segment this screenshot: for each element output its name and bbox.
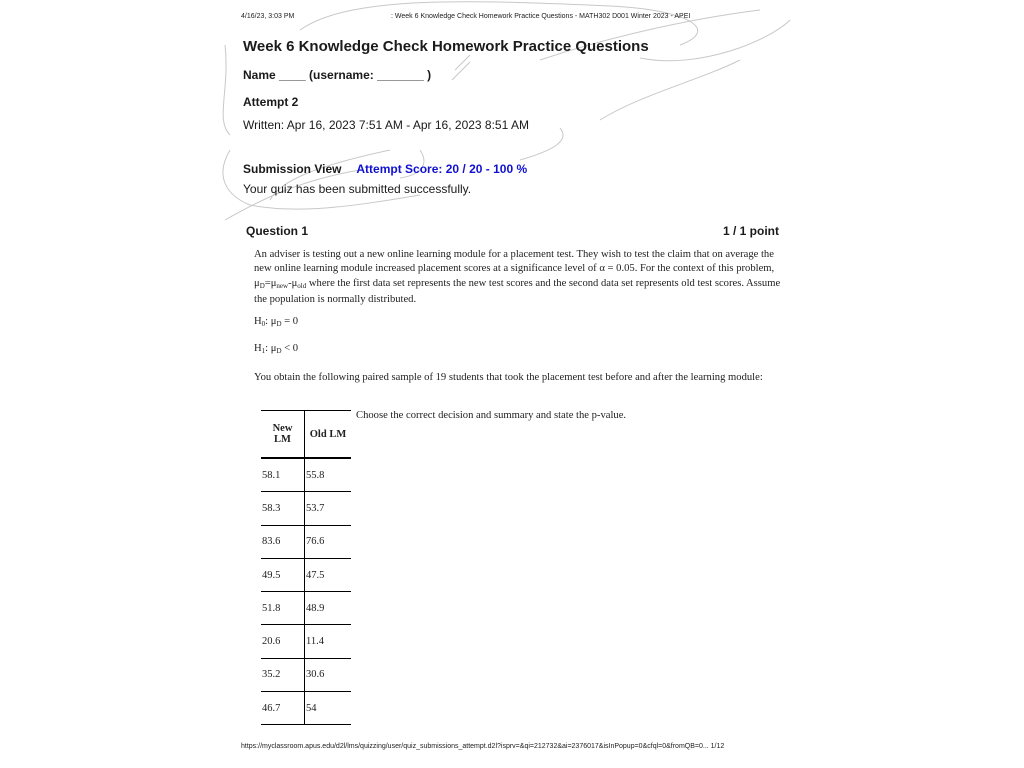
- old-lm-cell: 11.4: [305, 625, 352, 658]
- old-lm-cell: 48.9: [305, 592, 352, 625]
- print-doc-title: : Week 6 Knowledge Check Homework Practice Questions - MATH302 D001 Winter 2023 - APEI: [391, 13, 691, 20]
- new-lm-cell: 83.6: [261, 525, 305, 558]
- old-lm-cell: 55.8: [305, 458, 352, 492]
- table-header-row: [261, 411, 351, 459]
- print-timestamp: 4/16/23, 3:03 PM: [241, 13, 295, 20]
- new-lm-cell: 51.8: [261, 592, 305, 625]
- page-title: Week 6 Knowledge Check Homework Practice Questions: [243, 38, 649, 55]
- old-lm-cell: 76.6: [305, 525, 352, 558]
- paired-sample-table: [261, 410, 351, 725]
- table-row: [261, 492, 351, 525]
- table-row: [261, 525, 351, 558]
- print-footer-url: https://myclassroom.apus.edu/d2l/lms/quizzing/user/quiz_submissions_attempt.d2l?isprv=&qi=212732&ai=2376017&isInPopup=0&cfql=0&fromQB=0... 1/12: [241, 743, 725, 750]
- table-row: [261, 692, 351, 725]
- alt-hypothesis: $H_1$: $\mu_D < 0$: [254, 343, 299, 355]
- question-instruction: Choose the correct decision and summary and state the p-value.: [356, 410, 627, 421]
- name-line: Name ____ (username: _______ ): [243, 68, 432, 82]
- new-lm-cell: 20.6: [261, 625, 305, 658]
- attempt-score: Attempt Score: 20 / 20 - 100 %: [356, 162, 528, 176]
- submission-view-label: Submission View: [243, 162, 342, 176]
- question-label: Question 1: [246, 224, 309, 238]
- submitted-message: Your quiz has been submitted successfully.: [243, 182, 472, 196]
- old-lm-cell: 47.5: [305, 558, 352, 591]
- new-lm-cell: 46.7: [261, 692, 305, 725]
- submission-row: [243, 160, 527, 178]
- table-row: [261, 558, 351, 591]
- new-lm-cell: 58.3: [261, 492, 305, 525]
- table-row: [261, 625, 351, 658]
- null-hypothesis: $H_0$: $\mu_D = 0$: [254, 316, 299, 328]
- table-row: [261, 592, 351, 625]
- table-row: [261, 458, 351, 492]
- new-lm-cell: 35.2: [261, 658, 305, 691]
- attempt-label: Attempt 2: [243, 95, 299, 109]
- table-row: [261, 658, 351, 691]
- new-lm-cell: 49.5: [261, 558, 305, 591]
- old-lm-cell: 54: [305, 692, 352, 725]
- column-header-new-lm: New LM: [261, 411, 305, 459]
- old-lm-cell: 53.7: [305, 492, 352, 525]
- column-header-old-lm: Old LM: [305, 411, 352, 459]
- old-lm-cell: 30.6: [305, 658, 352, 691]
- new-lm-cell: 58.1: [261, 458, 305, 492]
- question-intro: An adviser is testing out a new online learning module for a placement test. They wish to test the claim that on average the new online learning module increased placement scores at a significance level of α = 0.05. For the context of this problem, $\mu_D=\mu_{new}-\mu_{old}$ where the first data set represents the new test scores and the second data set represents old test scores. Assume the population is normally distributed.: [254, 249, 781, 306]
- sample-description: You obtain the following paired sample of 19 students that took the placement test before and after the learning module:: [254, 372, 763, 383]
- written-dates: Written: Apr 16, 2023 7:51 AM - Apr 16, 2023 8:51 AM: [243, 118, 529, 132]
- question-points: 1 / 1 point: [723, 224, 780, 238]
